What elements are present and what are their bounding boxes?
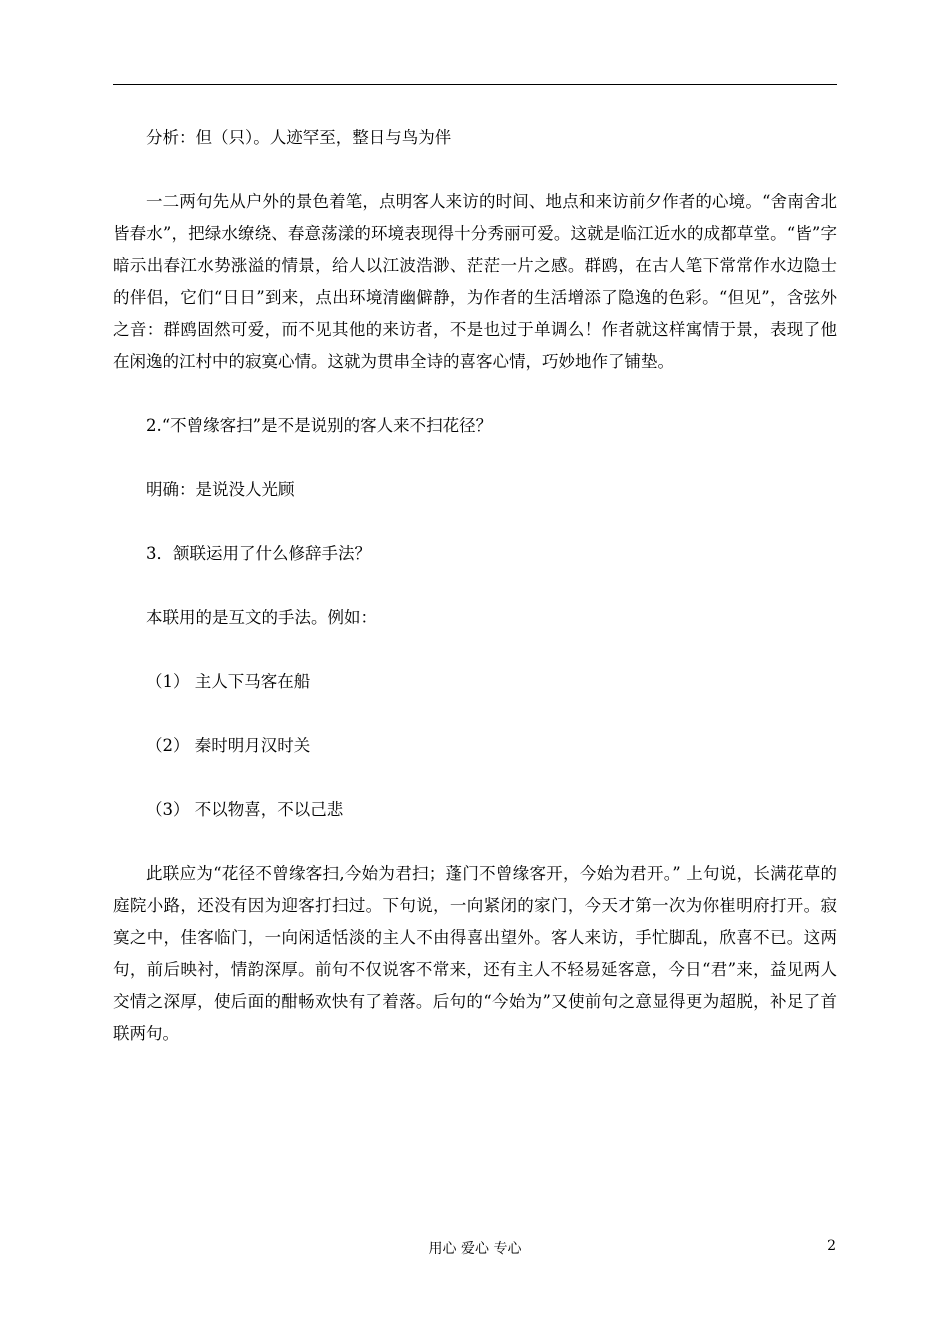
- question-2: 2.“不曾缘客扫”是不是说别的客人来不扫花径？: [146, 416, 493, 435]
- answer-3-intro: 本联用的是互文的手法。例如：: [146, 608, 377, 627]
- question-3: 3．颔联运用了什么修辞手法？: [146, 544, 371, 563]
- commentary-paragraph: 一二两句先从户外的景色着笔，点明客人来访的时间、地点和来访前夕作者的心境。“舍南舍北皆春水”，把绿水缭绕、春意荡漾的环境表现得十分秀丽可爱。这就是临江近水的成都草堂。“皆”字暗示出春江水势涨溢的情景，给人以江波浩渺、茫茫一片之感。群鸥，在古人笔下常常作水边隐士的伴侣，它们“日日”到来，点出环境清幽僻静，为作者的生活增添了隐逸的色彩。“但见”，含弦外之音：群鸥固然可爱，而不见其他的来访者，不是也过于单调么！作者就这样寓情于景，表现了他在闲逸的江村中的寂寞心情。这就为贯串全诗的喜客心情，巧妙地作了铺垫。: [113, 192, 837, 371]
- example-3: （3） 不以物喜，不以己悲: [146, 800, 344, 819]
- document-body: [113, 122, 837, 1050]
- page-footer: [0, 1238, 950, 1262]
- header-rule: [113, 84, 837, 85]
- page-number: 2: [827, 1238, 836, 1254]
- explanation-paragraph: 此联应为“花径不曾缘客扫,今始为君扫；蓬门不曾缘客开，今始为君开。” 上句说，长满花草的庭院小路，还没有因为迎客打扫过。下句说，一向紧闭的家门，今天才第一次为你崔明府打开。寂寞之中，佳客临门，一向闲适恬淡的主人不由得喜出望外。客人来访，手忙脚乱，欣喜不已。这两句，前后映衬，情韵深厚。前句不仅说客不常来，还有主人不轻易延客意，今日“君”来，益见两人交情之深厚，使后面的酣畅欢快有了着落。后句的“今始为”又使前句之意显得更为超脱，补足了首联两句。: [113, 864, 837, 1043]
- answer-2: 明确：是说没人光顾: [146, 480, 295, 499]
- analysis-line: 分析：但（只）。人迹罕至，整日与鸟为伴: [146, 128, 452, 147]
- footer-motto: 用心 爱心 专心: [428, 1241, 522, 1257]
- example-2: （2） 秦时明月汉时关: [146, 736, 311, 755]
- example-1: （1） 主人下马客在船: [146, 672, 311, 691]
